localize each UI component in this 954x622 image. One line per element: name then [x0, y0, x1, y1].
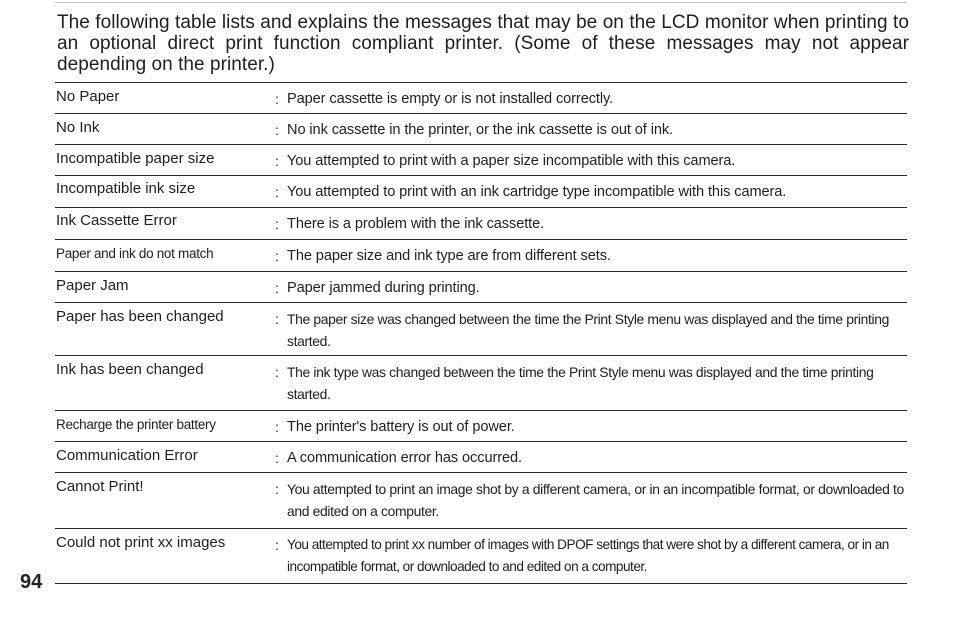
message-term: Recharge the printer battery [56, 417, 216, 432]
message-description: Paper jammed during printing. [287, 280, 480, 296]
message-term: Paper Jam [56, 277, 129, 294]
message-description: The ink type was changed between the time the Print Style menu was displayed and the time printing started. [287, 364, 874, 402]
message-description: A communication error has occurred. [287, 450, 522, 466]
table-row [55, 302, 907, 355]
message-description: You attempted to print xx number of images with DPOF settings that were shot by a different camera, or in an incompatible format, or downloaded to and edited on a computer. [287, 537, 889, 574]
message-term: No Paper [56, 88, 120, 105]
message-term: Paper and ink do not match [56, 246, 214, 261]
separator: : [275, 419, 279, 435]
message-description: You attempted to print with an ink cartridge type incompatible with this camera. [287, 184, 787, 200]
messages-table [55, 82, 907, 584]
message-description: Paper cassette is empty or is not installed correctly. [287, 91, 614, 107]
message-term: Incompatible ink size [56, 180, 196, 197]
top-rule [55, 2, 907, 3]
separator: : [275, 184, 279, 200]
message-description: The printer's battery is out of power. [287, 419, 515, 435]
message-description: The paper size and ink type are from different sets. [287, 248, 611, 264]
separator: : [275, 122, 279, 138]
table-row [55, 441, 907, 472]
separator: : [275, 311, 279, 327]
separator: : [275, 364, 279, 380]
table-row [55, 472, 907, 528]
table-row [55, 528, 907, 584]
table-row [55, 82, 907, 113]
message-description: No ink cassette in the printer, or the ink cassette is out of ink. [287, 122, 674, 138]
message-term: Could not print xx images [56, 534, 226, 551]
message-term: Cannot Print! [56, 478, 144, 495]
table-row [55, 410, 907, 441]
separator: : [275, 248, 279, 264]
message-term: Incompatible paper size [56, 150, 215, 167]
table-row [55, 144, 907, 175]
table-row [55, 207, 907, 239]
table-row [55, 175, 907, 207]
message-description: There is a problem with the ink cassette. [287, 216, 545, 232]
table-row [55, 113, 907, 144]
separator: : [275, 153, 279, 169]
message-description: You attempted to print with a paper size incompatible with this camera. [287, 153, 736, 169]
page-number: 94 [20, 571, 43, 593]
separator: : [275, 481, 279, 497]
message-term: Ink Cassette Error [56, 212, 177, 229]
message-term: Communication Error [56, 447, 198, 464]
separator: : [275, 450, 279, 466]
separator: : [275, 537, 279, 553]
separator: : [275, 280, 279, 296]
message-term: No Ink [56, 119, 100, 136]
table-row [55, 271, 907, 302]
separator: : [275, 216, 279, 232]
message-term: Ink has been changed [56, 361, 204, 378]
message-term: Paper has been changed [56, 308, 224, 325]
message-description: You attempted to print an image shot by a different camera, or in an incompatible format, or downloaded to and edited on a computer. [287, 481, 904, 519]
table-row [55, 239, 907, 271]
intro-paragraph: The following table lists and explains the messages that may be on the LCD monitor when printing to an optional direct print function compliant printer. (Some of these messages may not appear depending on the printer.) [57, 12, 909, 75]
separator: : [275, 91, 279, 107]
message-description: The paper size was changed between the time the Print Style menu was displayed and the time printing started. [287, 311, 890, 349]
table-row [55, 355, 907, 410]
